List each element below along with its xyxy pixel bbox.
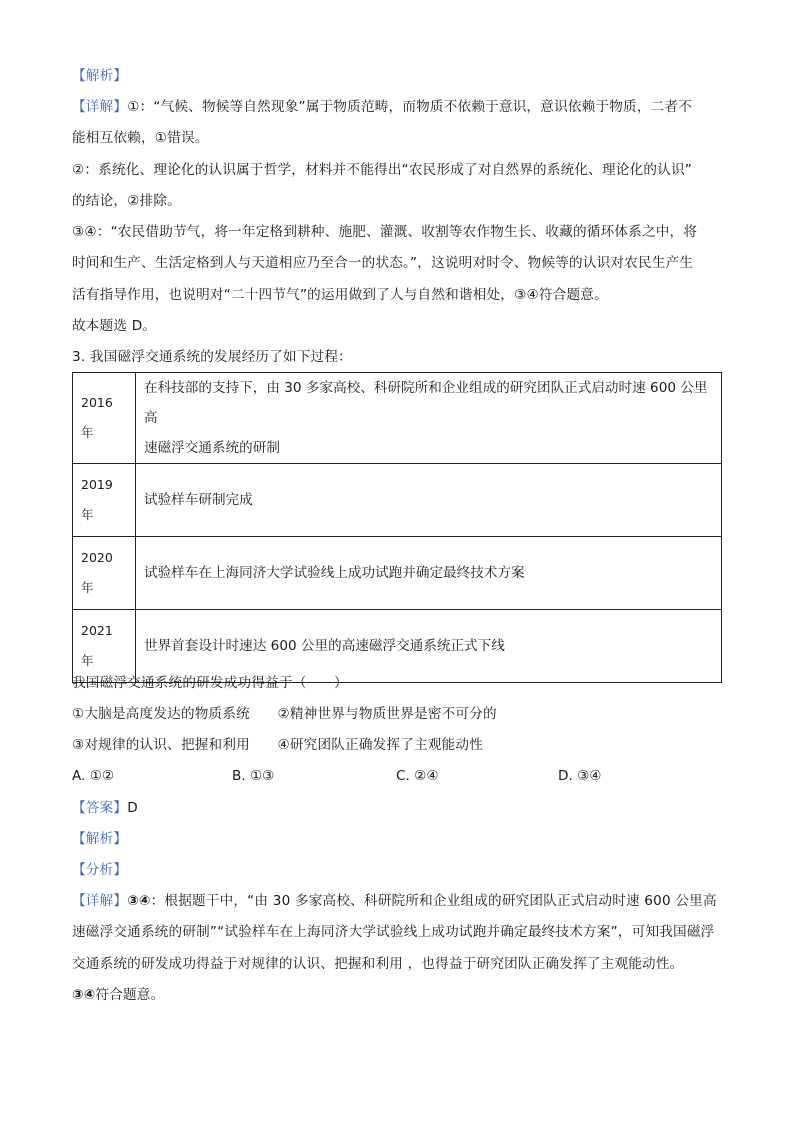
fenxi-heading: 【分析】 bbox=[72, 862, 128, 878]
table-row bbox=[73, 464, 722, 537]
event-text: 速磁浮交通系统的研制 bbox=[144, 440, 280, 456]
year-unit: 年 bbox=[81, 580, 94, 595]
analysis-paragraph-line: 活有指导作用，也说明对“二十四节气”的运用做到了人与自然和谐相处，③④符合题意。 bbox=[72, 287, 608, 303]
answer-line bbox=[72, 798, 138, 818]
detail-marker: ③④ bbox=[127, 893, 151, 909]
option-c: C. ②④ bbox=[396, 768, 439, 784]
detail-paragraph-line: 速磁浮交通系统的研制”“试验样车在上海同济大学试验线上成功试跑并确定最终技术方案”，可知我国磁浮 bbox=[72, 924, 715, 940]
year-cell bbox=[73, 610, 136, 683]
table-row bbox=[73, 373, 722, 464]
detail-text: ：根据题干中，“由 30 多家高校、科研院所和企业组成的研究团队正式启动时速 600 公里高 bbox=[150, 893, 717, 909]
timeline-table bbox=[72, 372, 722, 683]
table-row bbox=[73, 537, 722, 610]
detail-paragraph-line bbox=[72, 97, 692, 117]
year-unit: 年 bbox=[81, 653, 94, 668]
year-number: 2016 bbox=[81, 395, 113, 410]
event-cell bbox=[136, 464, 722, 537]
analysis-heading: 【解析】 bbox=[72, 831, 128, 847]
event-text: 试验样车研制完成 bbox=[144, 492, 253, 508]
detail-paragraph-line bbox=[72, 891, 717, 911]
analysis-paragraph-line: 时间和生产、生活定格到人与天道相应乃至合一的状态。”，这说明对时令、物候等的认识对农民生产生 bbox=[72, 255, 694, 271]
option-a: A. ①② bbox=[72, 768, 115, 784]
detail-label: 【详解】 bbox=[72, 893, 128, 909]
answer-value: D bbox=[127, 800, 138, 816]
analysis-heading: 【解析】 bbox=[72, 68, 128, 84]
final-marker: ③④ bbox=[72, 987, 96, 1003]
event-text: 试验样车在上海同济大学试验线上成功试跑并确定最终技术方案 bbox=[144, 565, 525, 581]
year-unit: 年 bbox=[81, 425, 94, 440]
year-cell bbox=[73, 537, 136, 610]
event-cell bbox=[136, 537, 722, 610]
conclusion-line: 故本题选 D。 bbox=[72, 318, 157, 334]
statements-line: ①大脑是高度发达的物质系统 ②精神世界与物质世界是密不可分的 bbox=[72, 706, 497, 722]
detail-paragraph-line: 能相互依赖，①错误。 bbox=[72, 130, 209, 146]
statements-line: ③对规律的认识、把握和利用 ④研究团队正确发挥了主观能动性 bbox=[72, 737, 483, 753]
event-text: 在科技部的支持下，由 30 多家高校、科研院所和企业组成的研究团队正式启动时速 600 公里高 bbox=[144, 380, 708, 426]
year-cell bbox=[73, 464, 136, 537]
year-cell bbox=[73, 373, 136, 464]
analysis-paragraph-line: ③④：“农民借助节气，将一年定格到耕种、施肥、灌溉、收割等农作物生长、收藏的循环体系之中，将 bbox=[72, 224, 698, 240]
event-cell bbox=[136, 373, 722, 464]
year-unit: 年 bbox=[81, 507, 94, 522]
option-b: B. ①③ bbox=[232, 768, 275, 784]
event-text: 世界首套设计时速达 600 公里的高速磁浮交通系统正式下线 bbox=[144, 638, 505, 654]
analysis-paragraph-line: ②：系统化、理论化的认识属于哲学，材料并不能得出“农民形成了对自然界的系统化、理论化的认识” bbox=[72, 162, 692, 178]
year-number: 2019 bbox=[81, 477, 113, 492]
option-d: D. ③④ bbox=[558, 768, 602, 784]
final-conclusion-line bbox=[72, 985, 164, 1005]
table-row bbox=[73, 610, 722, 683]
detail-label: 【详解】 bbox=[72, 99, 128, 115]
detail-text: ①：“气候、物候等自然现象”属于物质范畴，而物质不依赖于意识，意识依赖于物质，二者不 bbox=[127, 99, 693, 115]
detail-paragraph-line: 交通系统的研发成功得益于对规律的认识、把握和利用 ，也得益于研究团队正确发挥了主观能动性。 bbox=[72, 956, 684, 972]
year-number: 2021 bbox=[81, 623, 113, 638]
year-number: 2020 bbox=[81, 550, 113, 565]
final-text: 符合题意。 bbox=[95, 987, 165, 1003]
question-stem: 3. 我国磁浮交通系统的发展经历了如下过程： bbox=[72, 349, 352, 365]
answer-label: 【答案】 bbox=[72, 800, 128, 816]
question-prompt: 我国磁浮交通系统的研发成功得益于（ ） bbox=[72, 675, 348, 691]
analysis-paragraph-line: 的结论，②排除。 bbox=[72, 193, 181, 209]
event-cell bbox=[136, 610, 722, 683]
